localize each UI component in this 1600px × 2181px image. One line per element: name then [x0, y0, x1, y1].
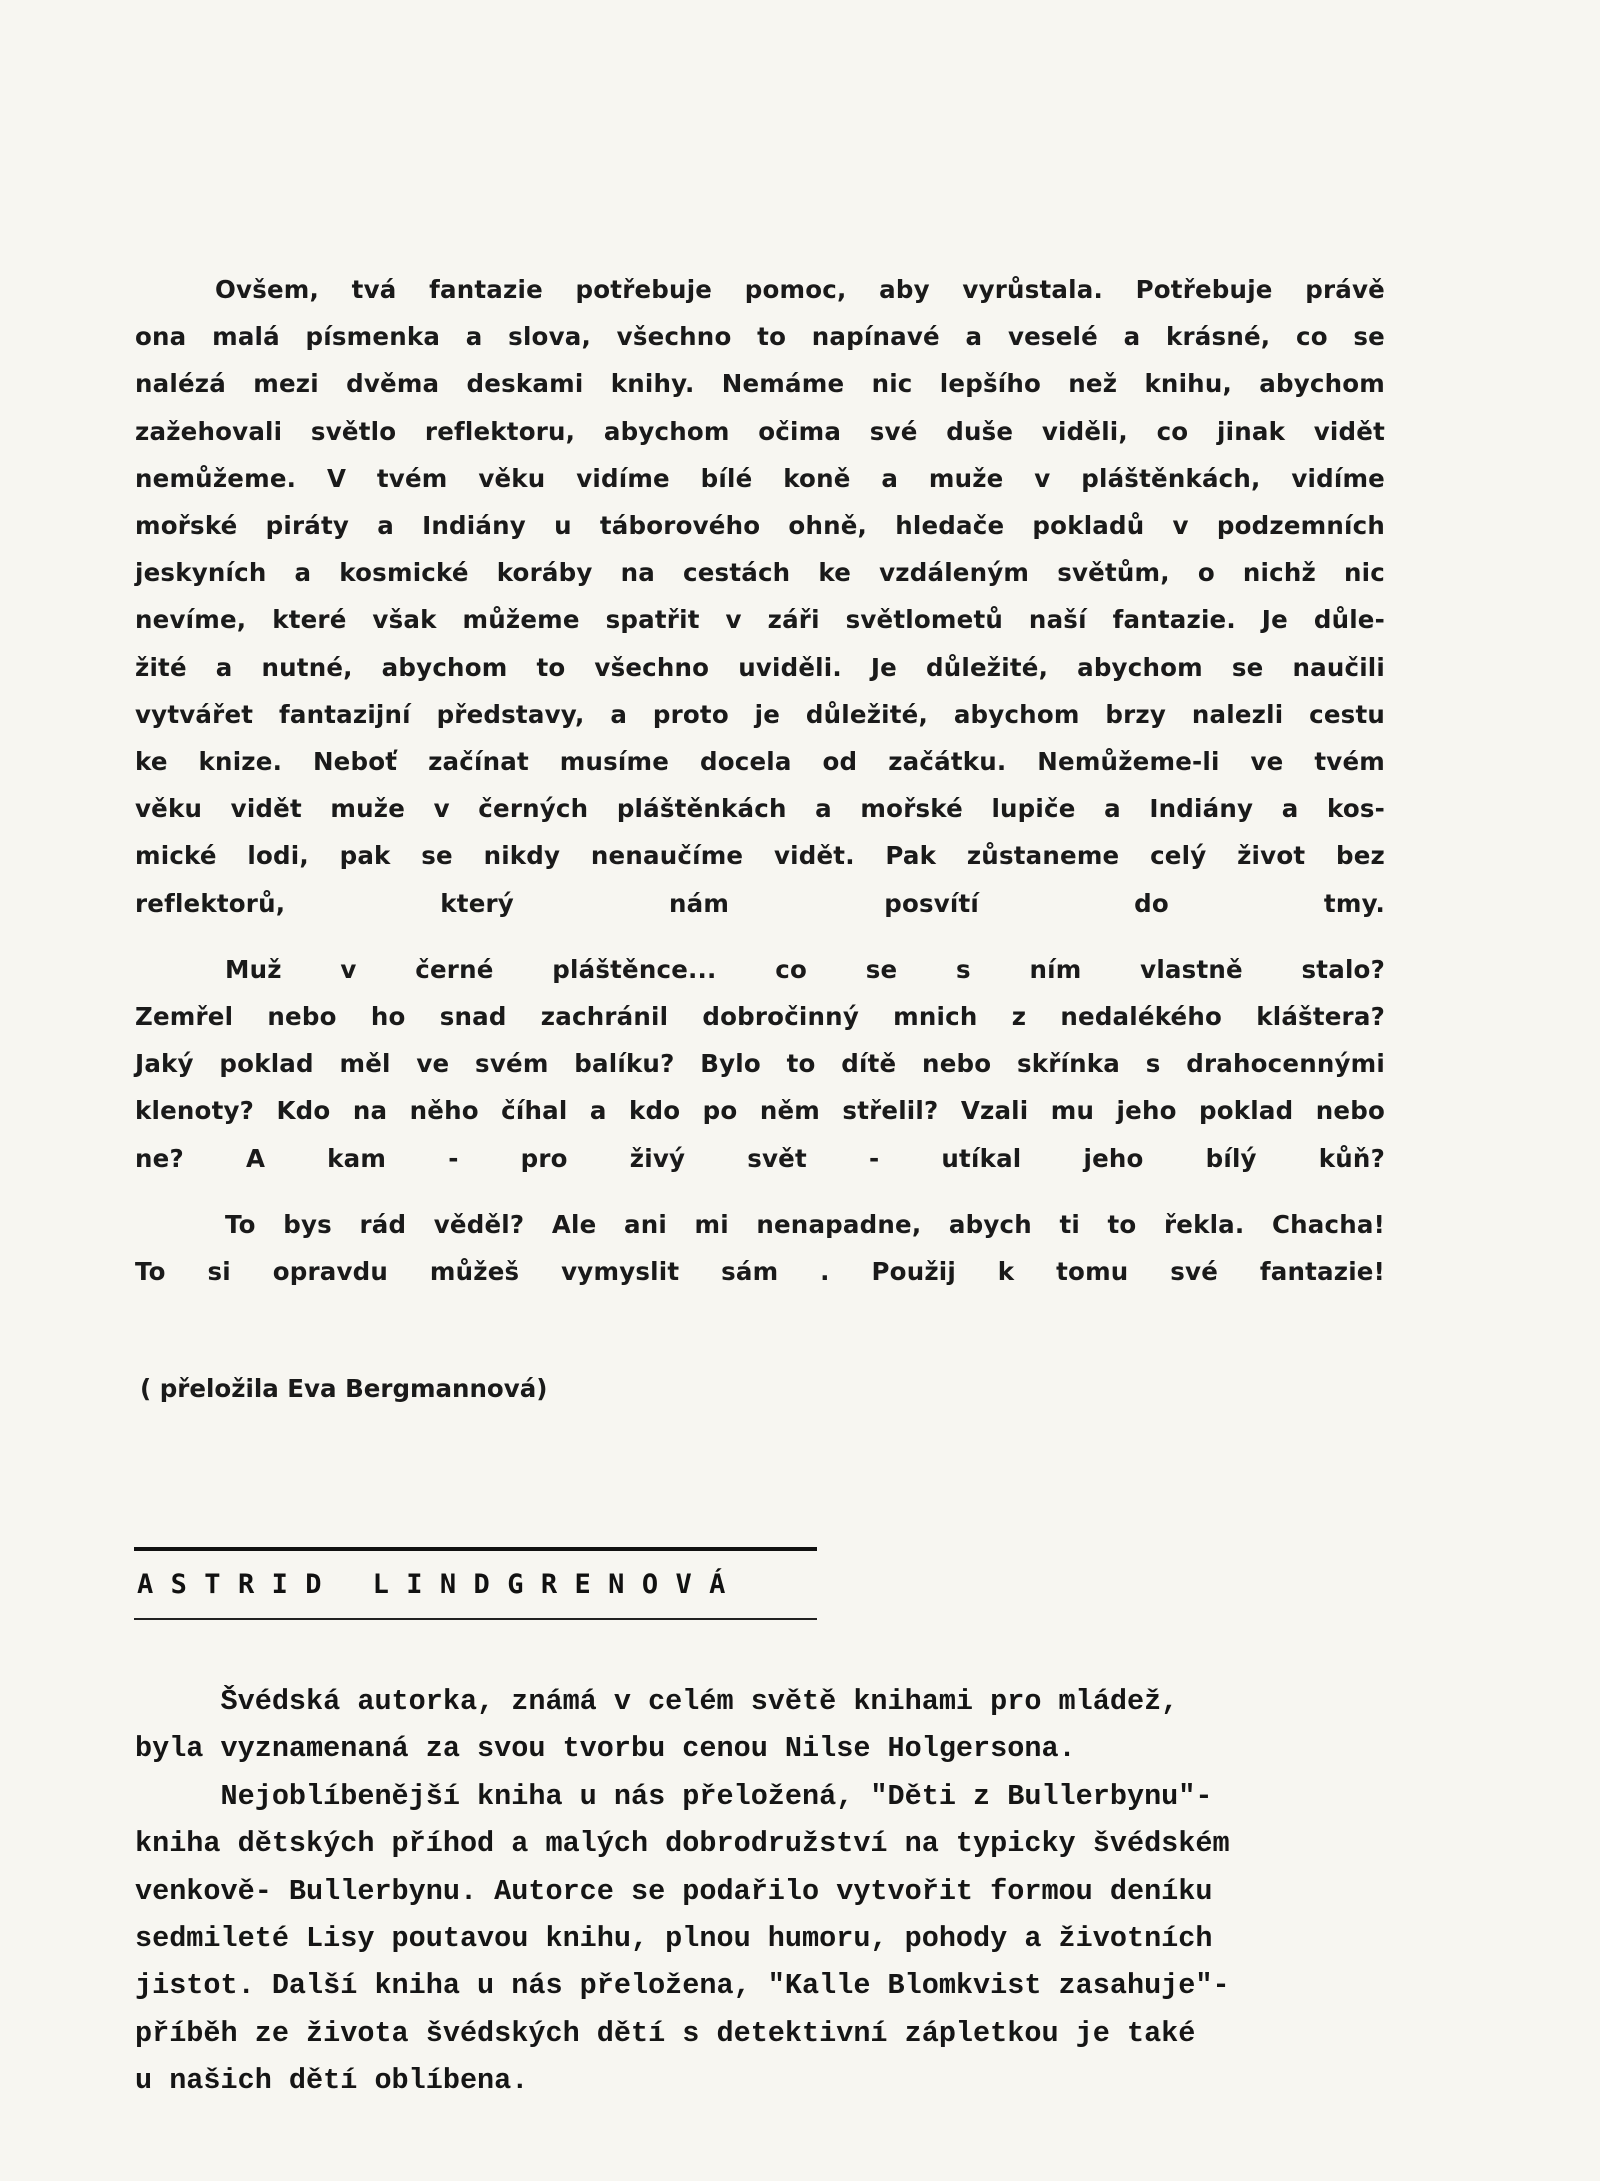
- text-line: ona malá písmenka a slova, všechno to napínavé a veselé a krásné, co se: [135, 322, 1385, 352]
- heading-bottom-rule: [134, 1618, 817, 1620]
- text-line: Ovšem, tvá fantazie potřebuje pomoc, aby vyrůstala. Potřebuje právě: [215, 275, 1385, 304]
- text-line: Jaký poklad měl ve svém balíku? Bylo to dítě nebo skřínka s drahocennými: [135, 1049, 1385, 1079]
- text-line: klenoty? Kdo na něho číhal a kdo po něm střelil? Vzali mu jeho poklad nebo: [135, 1096, 1385, 1126]
- text-line: vytvářet fantazijní představy, a proto je důležité, abychom brzy nalezli cestu: [135, 699, 1385, 729]
- text-line: ke knize. Neboť začínat musíme docela od začátku. Nemůžeme-li ve tvém: [135, 747, 1385, 777]
- paragraph-use-your-imagination: [135, 1201, 1385, 1295]
- text-line: u našich dětí oblíbena.: [135, 2064, 529, 2098]
- translated-essay-excerpt: [135, 266, 1385, 1295]
- text-line: jistot. Další kniha u nás přeložena, "Kalle Blomkvist zasahuje"-: [135, 1969, 1230, 2003]
- text-line: Zemřel nebo ho snad zachránil dobročinný mnich z nedalékého kláštera?: [135, 1002, 1385, 1032]
- text-line: ne? A kam - pro živý svět - utíkal jeho bílý kůň?: [135, 1143, 1385, 1173]
- text-line: sedmileté Lisy poutavou knihu, plnou humoru, pohody a životních: [135, 1921, 1213, 1955]
- text-line: zažehovali světlo reflektoru, abychom očima své duše viděli, co jinak vidět: [135, 416, 1385, 446]
- text-line: byla vyznamenaná za svou tvorbu cenou Nilse Holgersona.: [135, 1732, 1076, 1766]
- text-line: mické lodi, pak se nikdy nenaučíme vidět. Pak zůstaneme celý život bez: [135, 841, 1385, 871]
- text-line: Švédská autorka, známá v celém světě knihami pro mládež,: [135, 1685, 1179, 1718]
- text-line: kniha dětských příhod a malých dobrodružství na typicky švédském: [135, 1827, 1230, 1861]
- text-line: jeskyních a kosmické koráby na cestách ke vzdáleným světům, o nichž nic: [135, 558, 1385, 588]
- text-line: Muž v černé pláštěnce... co se s ním vlastně stalo?: [225, 954, 1385, 984]
- text-line: nalézá mezi dvěma deskami knihy. Nemáme nic lepšího než knihu, abychom: [135, 369, 1385, 399]
- author-profile-text: [135, 1678, 1395, 2105]
- paragraph-man-in-black-cloak: [135, 946, 1385, 1182]
- text-line: mořské piráty a Indiány u táborového ohně, hledače pokladů v podzemních: [135, 511, 1385, 541]
- text-line: reflektorů, který nám posvítí do tmy.: [135, 888, 1385, 918]
- text-line: To bys rád věděl? Ale ani mi nenapadne, abych ti to řekla. Chacha!: [225, 1209, 1385, 1239]
- text-line: příběh ze života švédských dětí s detektivní zápletkou je také: [135, 2016, 1196, 2050]
- text-line: nevíme, které však můžeme spatřit v záři světlometů naší fantazie. Je důle-: [135, 605, 1385, 635]
- text-line: věku vidět muže v černých pláštěnkách a mořské lupiče a Indiány a kos-: [135, 794, 1385, 824]
- text-line: žité a nutné, abychom to všechno uviděli. Je důležité, abychom se naučili: [135, 652, 1385, 682]
- text-line: To si opravdu můžeš vymyslit sám . Použij k tomu své fantazie!: [135, 1257, 1385, 1287]
- section-heading: ASTRID LINDGRENOVÁ: [137, 1569, 743, 1600]
- paragraph-fantasy-needs-books: [135, 266, 1385, 927]
- heading-top-rule: [134, 1547, 817, 1551]
- text-line: nemůžeme. V tvém věku vidíme bílé koně a muže v pláštěnkách, vidíme: [135, 463, 1385, 493]
- translator-attribution: ( přeložila Eva Bergmannová): [140, 1374, 548, 1403]
- text-line: venkově- Bullerbynu. Autorce se podařilo vytvořit formou deníku: [135, 1874, 1213, 1908]
- text-line: Nejoblíbenější kniha u nás přeložená, "Děti z Bullerbynu"-: [135, 1779, 1213, 1813]
